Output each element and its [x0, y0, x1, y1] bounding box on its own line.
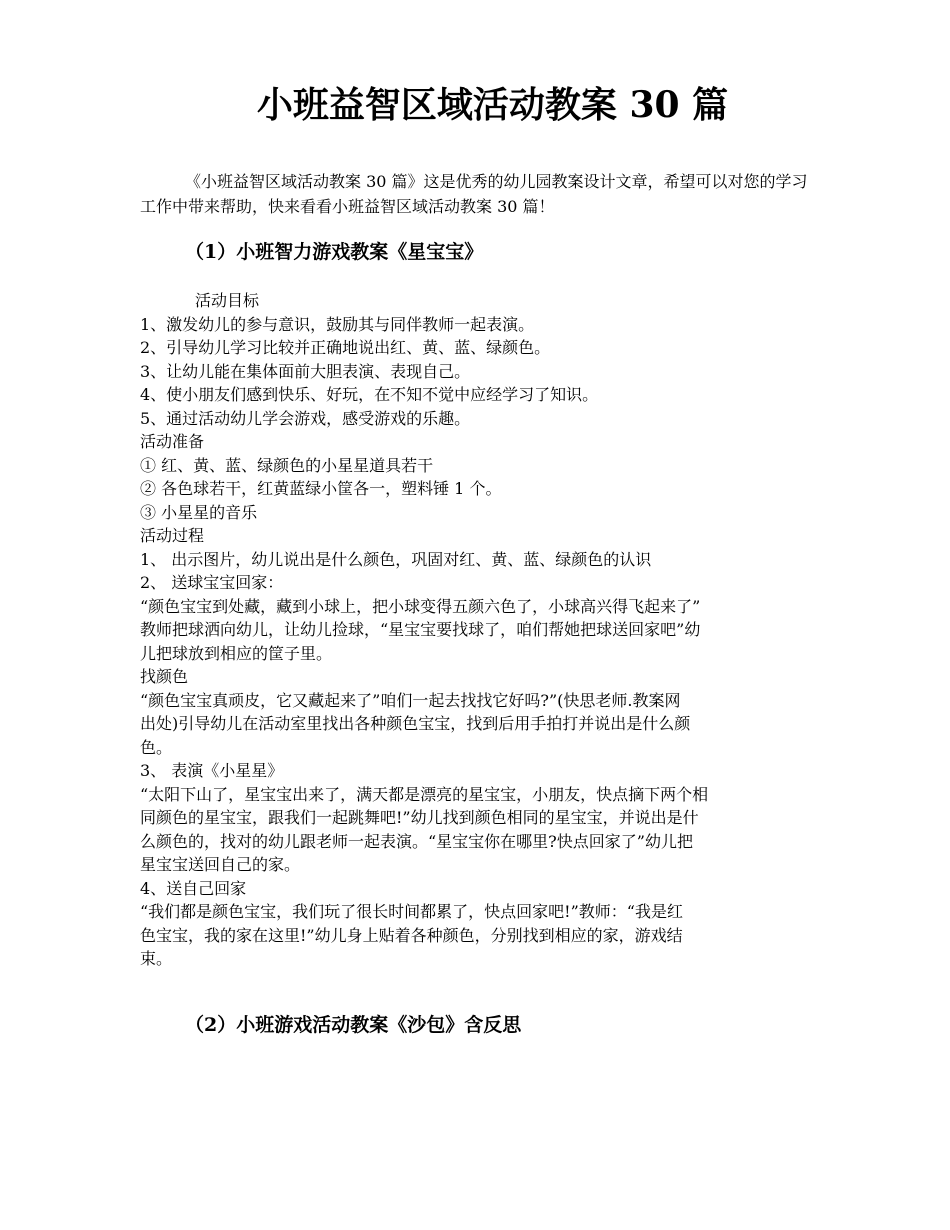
- section-heading-1: （1）小班智力游戏教案《星宝宝》: [185, 241, 484, 263]
- text-line: ② 各色球若干，红黄蓝绿小筐各一，塑料锤 1 个。: [140, 479, 502, 498]
- text-line: 活动目标: [195, 291, 260, 310]
- text-line: 1、 出示图片，幼儿说出是什么颜色，巩固对红、黄、蓝、绿颜色的认识: [140, 549, 652, 569]
- text-line: 找颜色: [140, 667, 189, 686]
- text-line: 出处)引导幼儿在活动室里找出各种颜色宝宝，找到后用手拍打并说出是什么颜: [140, 714, 691, 733]
- text-line: 色。: [140, 737, 173, 757]
- text-line: 同颜色的星宝宝，跟我们一起跳舞吧!”幼儿找到颜色相同的星宝宝，并说出是什: [140, 808, 699, 827]
- section-1-body: [140, 289, 815, 971]
- text-line: 3、 表演《小星星》: [140, 761, 284, 780]
- text-line: 4、使小朋友们感到快乐、好玩，在不知不觉中应经学习了知识。: [140, 385, 599, 404]
- text-line: 5、通过活动幼儿学会游戏，感受游戏的乐趣。: [140, 408, 471, 428]
- text-line: “我们都是颜色宝宝，我们玩了很长时间都累了，快点回家吧!”教师：“我是红: [140, 902, 683, 921]
- text-line: 4、送自己回家: [140, 878, 247, 898]
- text-line: “颜色宝宝真顽皮，它又藏起来了”咱们一起去找找它好吗?”(快思老师.教案网: [140, 690, 681, 710]
- text-line: 束。: [140, 949, 173, 968]
- text-line: 教师把球洒向幼儿，让幼儿捡球，“星宝宝要找球了，咱们帮她把球送回家吧”幼: [140, 620, 701, 639]
- text-line: ③ 小星星的音乐: [140, 502, 258, 522]
- text-line: 么颜色的，找对的幼儿跟老师一起表演。“星宝宝你在哪里?快点回家了”幼儿把: [140, 831, 693, 851]
- text-line: 2、引导幼儿学习比较并正确地说出红、黄、蓝、绿颜色。: [140, 338, 551, 357]
- text-line: “颜色宝宝到处藏，藏到小球上，把小球变得五颜六色了，小球高兴得飞起来了”: [140, 596, 701, 616]
- text-line: 儿把球放到相应的筐子里。: [140, 643, 333, 663]
- text-line: 色宝宝，我的家在这里!”幼儿身上贴着各种颜色，分别找到相应的家，游戏结: [140, 925, 683, 945]
- intro-paragraph: 《小班益智区域活动教案 30 篇》这是优秀的幼儿园教案设计文章，希望可以对您的学习工作中带来帮助，快来看看小班益智区域活动教案 30 篇！: [140, 172, 808, 216]
- text-line: 3、让幼儿能在集体面前大胆表演、表现自己。: [140, 361, 471, 381]
- section-heading-2: （2）小班游戏活动教案《沙包》含反思: [185, 1014, 522, 1036]
- text-line: 活动准备: [140, 432, 205, 451]
- text-line: “太阳下山了，星宝宝出来了，满天都是漂亮的星宝宝，小朋友，快点摘下两个相: [140, 784, 709, 804]
- text-line: ① 红、黄、蓝、绿颜色的小星星道具若干: [140, 455, 434, 475]
- text-line: 星宝宝送回自己的家。: [140, 855, 301, 874]
- text-line: 1、激发幼儿的参与意识，鼓励其与同伴教师一起表演。: [140, 314, 535, 334]
- document-title: 小班益智区域活动教案 30 篇: [256, 84, 729, 126]
- text-line: 活动过程: [140, 526, 205, 545]
- text-line: 2、 送球宝宝回家：: [140, 573, 284, 592]
